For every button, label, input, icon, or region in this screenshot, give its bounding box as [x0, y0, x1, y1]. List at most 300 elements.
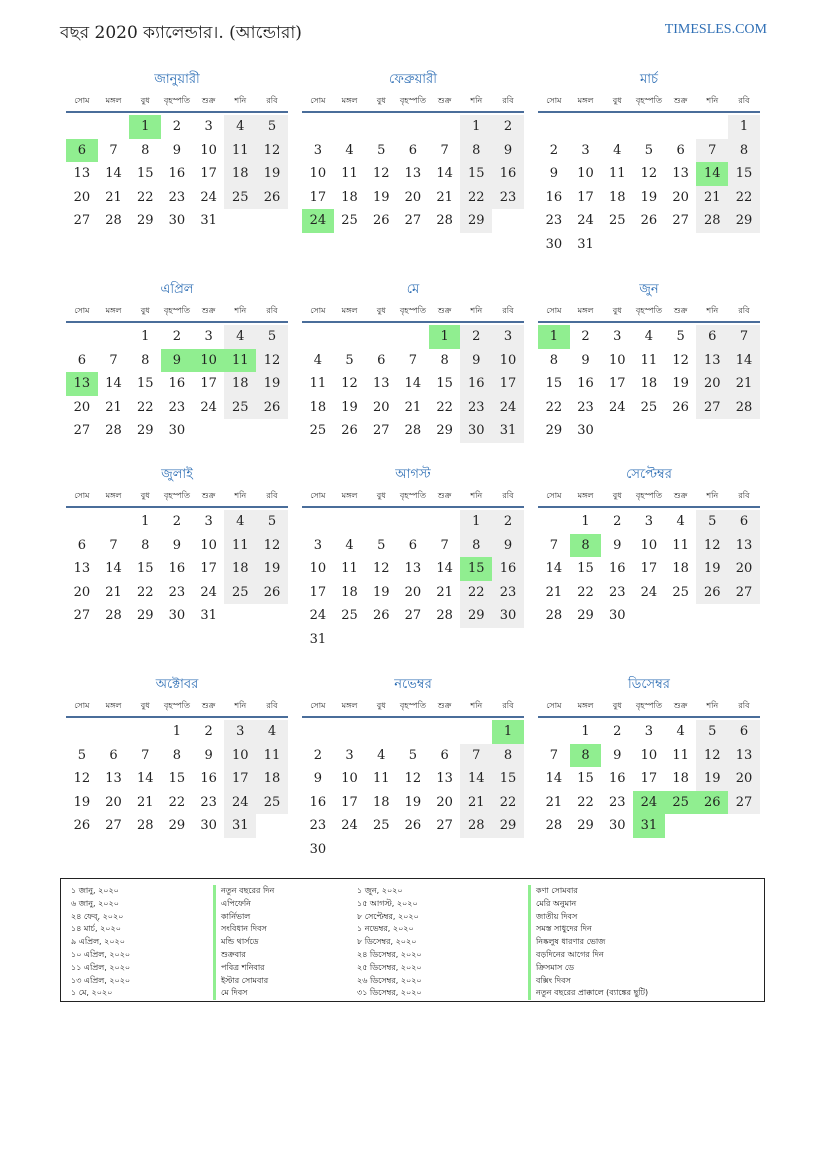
- day-cell[interactable]: 29: [492, 814, 524, 838]
- day-cell[interactable]: 11: [341, 166, 358, 181]
- day-cell[interactable]: 4: [313, 352, 322, 368]
- day-cell[interactable]: 14: [105, 561, 122, 576]
- day-cell[interactable]: 10: [640, 747, 658, 763]
- day-cell[interactable]: 3: [345, 747, 354, 763]
- day-cell[interactable]: 2: [549, 142, 558, 158]
- holiday-cell[interactable]: 31: [633, 814, 665, 838]
- day-cell[interactable]: 18: [608, 189, 626, 205]
- day-cell[interactable]: 28: [436, 213, 453, 228]
- day-cell[interactable]: 11: [672, 537, 689, 553]
- day-cell[interactable]: 24: [492, 396, 524, 420]
- day-cell[interactable]: 19: [341, 399, 358, 415]
- day-cell[interactable]: 25: [372, 818, 390, 833]
- day-cell[interactable]: 15: [168, 771, 186, 786]
- day-cell[interactable]: 17: [608, 376, 626, 391]
- day-cell[interactable]: 1: [141, 514, 150, 529]
- day-cell[interactable]: 10: [640, 537, 658, 553]
- day-cell[interactable]: 13: [372, 376, 390, 391]
- day-cell[interactable]: 3: [644, 514, 654, 529]
- day-cell[interactable]: 8: [460, 534, 492, 558]
- day-cell[interactable]: 19: [256, 162, 288, 186]
- day-cell[interactable]: 9: [492, 534, 524, 558]
- day-cell[interactable]: 27: [728, 791, 760, 815]
- day-cell[interactable]: 15: [136, 166, 154, 181]
- day-cell[interactable]: 24: [309, 608, 327, 623]
- day-cell[interactable]: 13: [105, 771, 122, 786]
- day-cell[interactable]: 21: [436, 189, 453, 205]
- day-cell[interactable]: 28: [460, 814, 492, 838]
- day-cell[interactable]: 7: [460, 744, 492, 768]
- day-cell[interactable]: 21: [105, 399, 122, 415]
- day-cell[interactable]: 15: [728, 162, 760, 186]
- day-cell[interactable]: 30: [460, 419, 492, 443]
- day-cell[interactable]: 16: [168, 166, 186, 181]
- day-cell[interactable]: 5: [256, 115, 288, 139]
- day-cell[interactable]: 27: [404, 608, 422, 623]
- day-cell[interactable]: 29: [136, 608, 154, 623]
- day-cell[interactable]: 18: [256, 767, 288, 791]
- day-cell[interactable]: 17: [200, 166, 217, 181]
- day-cell[interactable]: 18: [341, 584, 358, 600]
- day-cell[interactable]: 15: [460, 162, 492, 186]
- day-cell[interactable]: 16: [168, 376, 186, 391]
- day-cell[interactable]: 7: [440, 537, 449, 553]
- day-cell[interactable]: 2: [492, 510, 524, 534]
- day-cell[interactable]: 27: [696, 396, 728, 420]
- day-cell[interactable]: 24: [577, 213, 594, 228]
- day-cell[interactable]: 29: [136, 213, 154, 228]
- day-cell[interactable]: 23: [168, 584, 186, 600]
- day-cell[interactable]: 16: [608, 771, 626, 786]
- day-cell[interactable]: 16: [492, 557, 524, 581]
- holiday-cell[interactable]: 26: [696, 791, 728, 815]
- day-cell[interactable]: 20: [73, 399, 91, 415]
- day-cell[interactable]: 7: [696, 139, 728, 163]
- day-cell[interactable]: 24: [200, 399, 217, 415]
- day-cell[interactable]: 31: [577, 236, 594, 252]
- day-cell[interactable]: 29: [460, 209, 492, 233]
- day-cell[interactable]: 25: [608, 213, 626, 228]
- day-cell[interactable]: 19: [696, 557, 728, 581]
- day-cell[interactable]: 10: [492, 349, 524, 373]
- day-cell[interactable]: 22: [545, 399, 563, 415]
- day-cell[interactable]: 14: [436, 166, 453, 181]
- day-cell[interactable]: 1: [460, 115, 492, 139]
- day-cell[interactable]: 26: [372, 608, 390, 623]
- day-cell[interactable]: 21: [545, 584, 563, 600]
- day-cell[interactable]: 20: [105, 794, 122, 810]
- day-cell[interactable]: 22: [577, 584, 594, 600]
- day-cell[interactable]: 24: [341, 818, 358, 833]
- day-cell[interactable]: 28: [436, 608, 453, 623]
- day-cell[interactable]: 22: [168, 794, 186, 810]
- day-cell[interactable]: 7: [549, 537, 558, 553]
- day-cell[interactable]: 21: [460, 791, 492, 815]
- day-cell[interactable]: 28: [545, 818, 563, 833]
- day-cell[interactable]: 2: [172, 329, 182, 344]
- day-cell[interactable]: 3: [313, 537, 322, 553]
- day-cell[interactable]: 15: [545, 376, 563, 391]
- day-cell[interactable]: 26: [696, 581, 728, 605]
- day-cell[interactable]: 30: [200, 818, 217, 833]
- day-cell[interactable]: 29: [436, 423, 453, 438]
- day-cell[interactable]: 11: [341, 561, 358, 576]
- day-cell[interactable]: 21: [696, 186, 728, 210]
- day-cell[interactable]: 17: [224, 767, 256, 791]
- day-cell[interactable]: 25: [309, 423, 327, 438]
- day-cell[interactable]: 30: [168, 608, 186, 623]
- day-cell[interactable]: 7: [109, 537, 118, 553]
- day-cell[interactable]: 6: [408, 537, 418, 553]
- day-cell[interactable]: 22: [136, 584, 154, 600]
- day-cell[interactable]: 26: [256, 186, 288, 210]
- day-cell[interactable]: 17: [309, 189, 327, 205]
- day-cell[interactable]: 29: [136, 423, 154, 438]
- day-cell[interactable]: 11: [372, 771, 390, 786]
- site-link[interactable]: TIMESLES.COM: [664, 22, 767, 37]
- day-cell[interactable]: 19: [372, 584, 390, 600]
- day-cell[interactable]: 2: [460, 325, 492, 349]
- day-cell[interactable]: 20: [372, 399, 390, 415]
- day-cell[interactable]: 11: [640, 352, 658, 368]
- day-cell[interactable]: 6: [728, 720, 760, 744]
- day-cell[interactable]: 2: [172, 514, 182, 529]
- day-cell[interactable]: 3: [204, 119, 213, 134]
- day-cell[interactable]: 14: [136, 771, 154, 786]
- day-cell[interactable]: 4: [377, 747, 386, 763]
- day-cell[interactable]: 4: [676, 724, 685, 739]
- day-cell[interactable]: 10: [341, 771, 358, 786]
- day-cell[interactable]: 20: [73, 189, 91, 205]
- day-cell[interactable]: 15: [436, 376, 453, 391]
- day-cell[interactable]: 22: [460, 186, 492, 210]
- day-cell[interactable]: 12: [404, 771, 422, 786]
- day-cell[interactable]: 26: [404, 818, 422, 833]
- day-cell[interactable]: 17: [309, 584, 327, 600]
- day-cell[interactable]: 17: [200, 376, 217, 391]
- day-cell[interactable]: 5: [377, 142, 386, 158]
- day-cell[interactable]: 21: [404, 399, 422, 415]
- day-cell[interactable]: 20: [728, 767, 760, 791]
- day-cell[interactable]: 27: [372, 423, 390, 438]
- day-cell[interactable]: 19: [672, 376, 689, 391]
- day-cell[interactable]: 10: [200, 142, 217, 158]
- day-cell[interactable]: 17: [640, 561, 658, 576]
- day-cell[interactable]: 23: [492, 186, 524, 210]
- holiday-cell[interactable]: 25: [665, 791, 697, 815]
- day-cell[interactable]: 7: [440, 142, 449, 158]
- day-cell[interactable]: 3: [581, 142, 590, 158]
- day-cell[interactable]: 25: [256, 791, 288, 815]
- day-cell[interactable]: 27: [728, 581, 760, 605]
- day-cell[interactable]: 8: [141, 142, 150, 158]
- day-cell[interactable]: 13: [73, 561, 91, 576]
- day-cell[interactable]: 6: [408, 142, 418, 158]
- day-cell[interactable]: 7: [109, 352, 118, 368]
- day-cell[interactable]: 5: [408, 747, 418, 763]
- day-cell[interactable]: 2: [313, 747, 322, 763]
- day-cell[interactable]: 6: [77, 537, 86, 553]
- day-cell[interactable]: 13: [73, 166, 91, 181]
- day-cell[interactable]: 3: [313, 142, 322, 158]
- day-cell[interactable]: 20: [404, 584, 422, 600]
- day-cell[interactable]: 27: [436, 818, 453, 833]
- day-cell[interactable]: 7: [109, 142, 118, 158]
- holiday-cell[interactable]: 15: [460, 557, 492, 581]
- day-cell[interactable]: 10: [309, 166, 327, 181]
- day-cell[interactable]: 21: [728, 372, 760, 396]
- day-cell[interactable]: 2: [581, 329, 590, 344]
- day-cell[interactable]: 9: [549, 166, 558, 181]
- day-cell[interactable]: 27: [73, 213, 91, 228]
- day-cell[interactable]: 22: [492, 791, 524, 815]
- day-cell[interactable]: 5: [676, 329, 685, 344]
- day-cell[interactable]: 18: [309, 399, 327, 415]
- day-cell[interactable]: 27: [672, 213, 689, 228]
- day-cell[interactable]: 28: [404, 423, 422, 438]
- day-cell[interactable]: 3: [613, 329, 622, 344]
- holiday-cell[interactable]: 14: [696, 162, 728, 186]
- holiday-cell[interactable]: 10: [193, 349, 225, 373]
- day-cell[interactable]: 12: [640, 166, 658, 181]
- day-cell[interactable]: 2: [613, 514, 622, 529]
- day-cell[interactable]: 13: [404, 166, 422, 181]
- day-cell[interactable]: 24: [608, 399, 626, 415]
- day-cell[interactable]: 30: [168, 423, 186, 438]
- day-cell[interactable]: 9: [172, 537, 182, 553]
- day-cell[interactable]: 14: [728, 349, 760, 373]
- day-cell[interactable]: 12: [372, 166, 390, 181]
- day-cell[interactable]: 14: [545, 561, 563, 576]
- day-cell[interactable]: 18: [672, 771, 689, 786]
- day-cell[interactable]: 11: [608, 166, 626, 181]
- day-cell[interactable]: 23: [200, 794, 217, 810]
- day-cell[interactable]: 26: [672, 399, 689, 415]
- day-cell[interactable]: 12: [256, 349, 288, 373]
- day-cell[interactable]: 21: [105, 584, 122, 600]
- day-cell[interactable]: 4: [224, 115, 256, 139]
- day-cell[interactable]: 12: [73, 771, 91, 786]
- day-cell[interactable]: 18: [672, 561, 689, 576]
- day-cell[interactable]: 10: [608, 352, 626, 368]
- day-cell[interactable]: 9: [172, 142, 182, 158]
- day-cell[interactable]: 2: [492, 115, 524, 139]
- day-cell[interactable]: 22: [728, 186, 760, 210]
- day-cell[interactable]: 23: [492, 581, 524, 605]
- day-cell[interactable]: 11: [224, 139, 256, 163]
- day-cell[interactable]: 15: [577, 561, 594, 576]
- day-cell[interactable]: 18: [372, 794, 390, 810]
- holiday-cell[interactable]: 9: [161, 349, 193, 373]
- day-cell[interactable]: 22: [436, 399, 453, 415]
- day-cell[interactable]: 1: [172, 724, 182, 739]
- day-cell[interactable]: 7: [141, 747, 150, 763]
- day-cell[interactable]: 15: [136, 561, 154, 576]
- day-cell[interactable]: 23: [460, 396, 492, 420]
- day-cell[interactable]: 9: [204, 747, 213, 763]
- day-cell[interactable]: 16: [309, 794, 327, 810]
- day-cell[interactable]: 21: [545, 794, 563, 810]
- day-cell[interactable]: 29: [577, 608, 594, 623]
- day-cell[interactable]: 12: [372, 561, 390, 576]
- day-cell[interactable]: 14: [460, 767, 492, 791]
- day-cell[interactable]: 23: [309, 818, 327, 833]
- day-cell[interactable]: 19: [73, 794, 91, 810]
- day-cell[interactable]: 6: [377, 352, 386, 368]
- day-cell[interactable]: 20: [73, 584, 91, 600]
- holiday-cell[interactable]: 24: [633, 791, 665, 815]
- day-cell[interactable]: 6: [440, 747, 449, 763]
- day-cell[interactable]: 8: [440, 352, 449, 368]
- day-cell[interactable]: 16: [460, 372, 492, 396]
- day-cell[interactable]: 28: [696, 209, 728, 233]
- day-cell[interactable]: 1: [581, 514, 590, 529]
- day-cell[interactable]: 5: [256, 510, 288, 534]
- day-cell[interactable]: 29: [460, 604, 492, 628]
- day-cell[interactable]: 4: [613, 142, 622, 158]
- day-cell[interactable]: 26: [372, 213, 390, 228]
- day-cell[interactable]: 20: [436, 794, 453, 810]
- day-cell[interactable]: 24: [224, 791, 256, 815]
- day-cell[interactable]: 4: [224, 510, 256, 534]
- day-cell[interactable]: 30: [492, 604, 524, 628]
- day-cell[interactable]: 12: [696, 534, 728, 558]
- day-cell[interactable]: 5: [256, 325, 288, 349]
- day-cell[interactable]: 10: [309, 561, 327, 576]
- day-cell[interactable]: 11: [224, 534, 256, 558]
- day-cell[interactable]: 15: [492, 767, 524, 791]
- day-cell[interactable]: 17: [492, 372, 524, 396]
- day-cell[interactable]: 13: [436, 771, 453, 786]
- day-cell[interactable]: 29: [728, 209, 760, 233]
- day-cell[interactable]: 28: [136, 818, 154, 833]
- day-cell[interactable]: 4: [345, 537, 354, 553]
- day-cell[interactable]: 21: [436, 584, 453, 600]
- day-cell[interactable]: 2: [613, 724, 622, 739]
- day-cell[interactable]: 14: [105, 166, 122, 181]
- day-cell[interactable]: 4: [224, 325, 256, 349]
- day-cell[interactable]: 9: [581, 352, 590, 368]
- day-cell[interactable]: 16: [608, 561, 626, 576]
- day-cell[interactable]: 22: [136, 189, 154, 205]
- day-cell[interactable]: 6: [109, 747, 118, 763]
- day-cell[interactable]: 4: [256, 720, 288, 744]
- day-cell[interactable]: 27: [73, 608, 91, 623]
- day-cell[interactable]: 18: [224, 162, 256, 186]
- day-cell[interactable]: 25: [341, 213, 358, 228]
- day-cell[interactable]: 11: [309, 376, 327, 391]
- day-cell[interactable]: 6: [728, 510, 760, 534]
- day-cell[interactable]: 20: [696, 372, 728, 396]
- day-cell[interactable]: 10: [577, 166, 594, 181]
- day-cell[interactable]: 29: [577, 818, 594, 833]
- day-cell[interactable]: 8: [728, 139, 760, 163]
- day-cell[interactable]: 12: [256, 534, 288, 558]
- day-cell[interactable]: 18: [224, 372, 256, 396]
- day-cell[interactable]: 12: [672, 352, 689, 368]
- day-cell[interactable]: 30: [168, 213, 186, 228]
- day-cell[interactable]: 27: [73, 423, 91, 438]
- holiday-cell[interactable]: 6: [66, 139, 98, 163]
- day-cell[interactable]: 30: [608, 818, 626, 833]
- day-cell[interactable]: 28: [545, 608, 563, 623]
- day-cell[interactable]: 23: [608, 584, 626, 600]
- day-cell[interactable]: 2: [172, 119, 182, 134]
- day-cell[interactable]: 5: [696, 510, 728, 534]
- day-cell[interactable]: 13: [672, 166, 689, 181]
- day-cell[interactable]: 13: [696, 349, 728, 373]
- day-cell[interactable]: 3: [204, 329, 213, 344]
- day-cell[interactable]: 26: [73, 818, 91, 833]
- day-cell[interactable]: 9: [613, 747, 622, 763]
- holiday-cell[interactable]: 8: [570, 744, 602, 768]
- day-cell[interactable]: 24: [640, 584, 658, 600]
- day-cell[interactable]: 12: [696, 744, 728, 768]
- day-cell[interactable]: 26: [640, 213, 658, 228]
- day-cell[interactable]: 20: [672, 189, 689, 205]
- day-cell[interactable]: 28: [105, 213, 122, 228]
- day-cell[interactable]: 16: [545, 189, 563, 205]
- day-cell[interactable]: 1: [728, 115, 760, 139]
- day-cell[interactable]: 5: [644, 142, 654, 158]
- day-cell[interactable]: 8: [172, 747, 182, 763]
- day-cell[interactable]: 5: [696, 720, 728, 744]
- day-cell[interactable]: 13: [728, 534, 760, 558]
- day-cell[interactable]: 8: [141, 352, 150, 368]
- day-cell[interactable]: 9: [313, 771, 322, 786]
- day-cell[interactable]: 15: [136, 376, 154, 391]
- holiday-cell[interactable]: 24: [302, 209, 334, 233]
- day-cell[interactable]: 19: [256, 557, 288, 581]
- day-cell[interactable]: 9: [613, 537, 622, 553]
- holiday-cell[interactable]: 8: [570, 534, 602, 558]
- day-cell[interactable]: 16: [168, 561, 186, 576]
- day-cell[interactable]: 17: [200, 561, 217, 576]
- day-cell[interactable]: 26: [256, 581, 288, 605]
- day-cell[interactable]: 12: [256, 139, 288, 163]
- day-cell[interactable]: 22: [136, 399, 154, 415]
- day-cell[interactable]: 12: [341, 376, 358, 391]
- day-cell[interactable]: 17: [577, 189, 594, 205]
- day-cell[interactable]: 8: [141, 537, 150, 553]
- day-cell[interactable]: 31: [224, 814, 256, 838]
- day-cell[interactable]: 23: [545, 213, 563, 228]
- day-cell[interactable]: 16: [200, 771, 217, 786]
- day-cell[interactable]: 19: [256, 372, 288, 396]
- day-cell[interactable]: 10: [224, 744, 256, 768]
- holiday-cell[interactable]: 1: [429, 325, 461, 349]
- day-cell[interactable]: 11: [672, 747, 689, 763]
- day-cell[interactable]: 24: [200, 584, 217, 600]
- day-cell[interactable]: 4: [676, 514, 685, 529]
- day-cell[interactable]: 25: [224, 186, 256, 210]
- day-cell[interactable]: 28: [105, 608, 122, 623]
- day-cell[interactable]: 25: [224, 396, 256, 420]
- day-cell[interactable]: 20: [728, 557, 760, 581]
- day-cell[interactable]: 24: [200, 189, 217, 205]
- day-cell[interactable]: 8: [549, 352, 558, 368]
- day-cell[interactable]: 3: [644, 724, 654, 739]
- day-cell[interactable]: 1: [141, 329, 150, 344]
- day-cell[interactable]: 25: [672, 584, 689, 600]
- day-cell[interactable]: 19: [696, 767, 728, 791]
- day-cell[interactable]: 19: [372, 189, 390, 205]
- day-cell[interactable]: 19: [404, 794, 422, 810]
- day-cell[interactable]: 3: [204, 514, 213, 529]
- day-cell[interactable]: 31: [200, 608, 217, 623]
- day-cell[interactable]: 28: [728, 396, 760, 420]
- day-cell[interactable]: 23: [168, 189, 186, 205]
